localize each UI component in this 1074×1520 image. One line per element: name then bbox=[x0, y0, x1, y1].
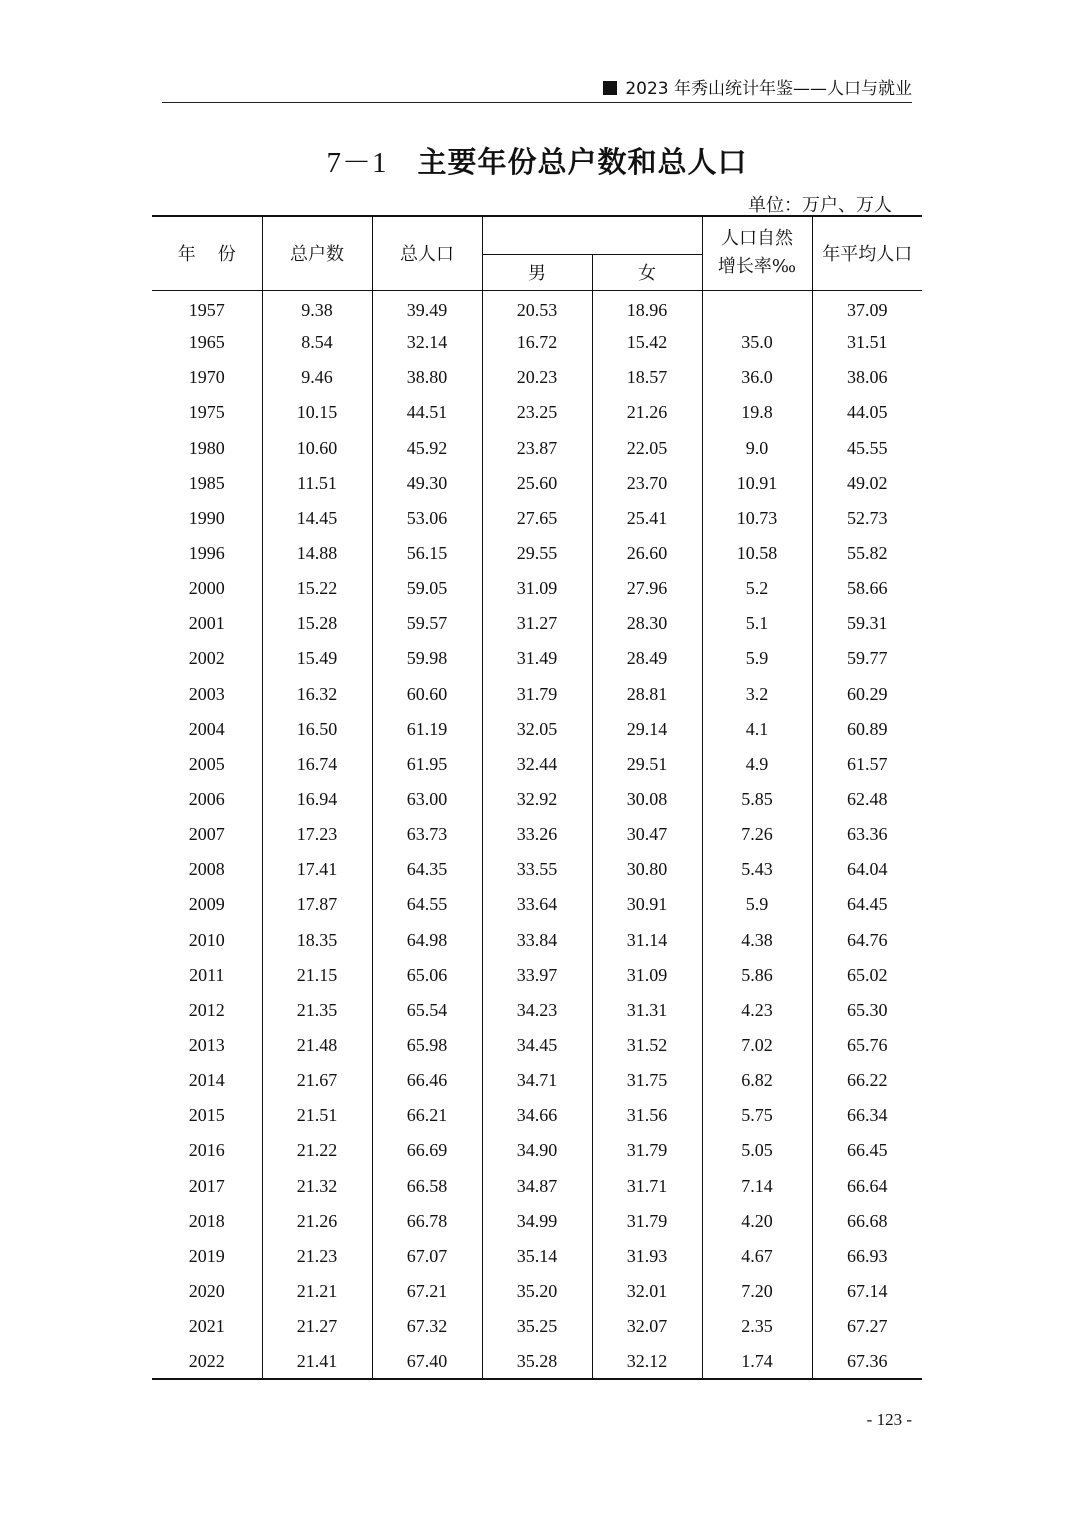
cell-male: 34.90 bbox=[482, 1133, 592, 1168]
cell-year: 2010 bbox=[188, 929, 225, 950]
cell-growth-rate: 4.1 bbox=[702, 712, 812, 747]
table-row bbox=[152, 606, 922, 641]
table-row bbox=[152, 1309, 922, 1344]
cell-growth-rate: 5.43 bbox=[702, 852, 812, 887]
cell-population: 65.54 bbox=[372, 993, 482, 1028]
table-row bbox=[152, 887, 922, 922]
cell-growth-rate: 9.0 bbox=[702, 431, 812, 466]
table-row bbox=[152, 782, 922, 817]
table-row bbox=[152, 571, 922, 606]
cell-households: 21.21 bbox=[262, 1274, 372, 1309]
cell-year: 2011 bbox=[189, 964, 225, 985]
page-title bbox=[0, 140, 1074, 181]
cell-female: 32.12 bbox=[592, 1344, 702, 1379]
table-row bbox=[152, 1133, 922, 1168]
cell-average-population: 64.76 bbox=[812, 923, 922, 958]
cell-year: 2012 bbox=[188, 999, 225, 1020]
cell-growth-rate: 10.73 bbox=[702, 501, 812, 536]
cell-male: 31.49 bbox=[482, 641, 592, 676]
cell-average-population: 38.06 bbox=[812, 360, 922, 395]
cell-year: 2018 bbox=[188, 1210, 225, 1231]
cell-population: 56.15 bbox=[372, 536, 482, 571]
cell-male: 35.28 bbox=[482, 1344, 592, 1379]
cell-female: 31.09 bbox=[592, 958, 702, 993]
cell-growth-rate: 7.14 bbox=[702, 1169, 812, 1204]
table-row bbox=[152, 958, 922, 993]
table-row bbox=[152, 290, 922, 325]
cell-male: 35.14 bbox=[482, 1239, 592, 1274]
cell-female: 18.96 bbox=[592, 290, 702, 325]
table-title: 主要年份总户数和总人口 bbox=[417, 145, 748, 179]
cell-growth-rate: 5.2 bbox=[702, 571, 812, 606]
cell-female: 26.60 bbox=[592, 536, 702, 571]
table-row bbox=[152, 1204, 922, 1239]
cell-female: 30.91 bbox=[592, 887, 702, 922]
cell-growth-rate: 35.0 bbox=[702, 325, 812, 360]
cell-households: 21.23 bbox=[262, 1239, 372, 1274]
cell-growth-rate: 5.9 bbox=[702, 887, 812, 922]
cell-population: 53.06 bbox=[372, 501, 482, 536]
cell-female: 25.41 bbox=[592, 501, 702, 536]
cell-households: 10.15 bbox=[262, 395, 372, 430]
cell-households: 21.26 bbox=[262, 1204, 372, 1239]
cell-year: 2003 bbox=[188, 683, 225, 704]
cell-year: 2020 bbox=[188, 1281, 225, 1301]
cell-growth-rate: 7.02 bbox=[702, 1028, 812, 1063]
cell-male: 34.99 bbox=[482, 1204, 592, 1239]
cell-year: 2001 bbox=[188, 613, 225, 634]
cell-male: 33.26 bbox=[482, 817, 592, 852]
cell-population: 66.69 bbox=[372, 1133, 482, 1168]
cell-households: 18.35 bbox=[262, 923, 372, 958]
cell-year: 2013 bbox=[188, 1035, 225, 1056]
table-header bbox=[152, 216, 922, 290]
cell-average-population: 58.66 bbox=[812, 571, 922, 606]
table-row bbox=[152, 395, 922, 430]
cell-year: 2014 bbox=[188, 1070, 225, 1091]
header-average-population: 年平均人口 bbox=[812, 216, 922, 290]
cell-households: 14.88 bbox=[262, 536, 372, 571]
cell-households: 9.46 bbox=[262, 360, 372, 395]
cell-male: 33.64 bbox=[482, 887, 592, 922]
cell-male: 31.27 bbox=[482, 606, 592, 641]
cell-male: 23.25 bbox=[482, 395, 592, 430]
cell-population: 44.51 bbox=[372, 395, 482, 430]
cell-female: 30.08 bbox=[592, 782, 702, 817]
cell-growth-rate: 5.85 bbox=[702, 782, 812, 817]
header-year: 年 份 bbox=[177, 244, 236, 266]
cell-year: 2005 bbox=[188, 753, 225, 774]
cell-growth-rate: 5.86 bbox=[702, 958, 812, 993]
cell-year: 1980 bbox=[188, 437, 225, 458]
cell-female: 31.52 bbox=[592, 1028, 702, 1063]
cell-population: 39.49 bbox=[372, 290, 482, 325]
cell-households: 8.54 bbox=[262, 325, 372, 360]
cell-male: 20.23 bbox=[482, 360, 592, 395]
population-table bbox=[152, 215, 922, 1380]
cell-population: 32.14 bbox=[372, 325, 482, 360]
cell-population: 67.07 bbox=[372, 1239, 482, 1274]
cell-population: 67.21 bbox=[372, 1274, 482, 1309]
header-population: 总人口 bbox=[372, 216, 482, 290]
cell-households: 21.51 bbox=[262, 1098, 372, 1133]
cell-growth-rate: 7.20 bbox=[702, 1274, 812, 1309]
cell-population: 49.30 bbox=[372, 466, 482, 501]
cell-male: 20.53 bbox=[482, 290, 592, 325]
cell-year: 2022 bbox=[188, 1350, 225, 1371]
cell-average-population: 66.68 bbox=[812, 1204, 922, 1239]
cell-male: 25.60 bbox=[482, 466, 592, 501]
cell-households: 21.15 bbox=[262, 958, 372, 993]
running-header-text: 2023 年秀山统计年鉴——人口与就业 bbox=[625, 79, 912, 99]
cell-households: 14.45 bbox=[262, 501, 372, 536]
cell-population: 67.40 bbox=[372, 1344, 482, 1379]
page-number: - 123 - bbox=[866, 1410, 912, 1429]
cell-households: 16.74 bbox=[262, 747, 372, 782]
cell-female: 30.47 bbox=[592, 817, 702, 852]
cell-households: 21.27 bbox=[262, 1309, 372, 1344]
cell-year: 2015 bbox=[188, 1105, 225, 1126]
cell-average-population: 66.64 bbox=[812, 1169, 922, 1204]
cell-growth-rate: 4.23 bbox=[702, 993, 812, 1028]
cell-households: 21.35 bbox=[262, 993, 372, 1028]
cell-year: 1985 bbox=[188, 472, 225, 493]
table-row bbox=[152, 747, 922, 782]
cell-average-population: 64.45 bbox=[812, 887, 922, 922]
cell-average-population: 66.45 bbox=[812, 1133, 922, 1168]
cell-average-population: 62.48 bbox=[812, 782, 922, 817]
header-gender-group bbox=[482, 216, 702, 254]
cell-growth-rate bbox=[702, 290, 812, 325]
cell-households: 16.32 bbox=[262, 677, 372, 712]
header-female: 女 bbox=[592, 254, 702, 290]
cell-male: 35.25 bbox=[482, 1309, 592, 1344]
cell-population: 65.98 bbox=[372, 1028, 482, 1063]
cell-year: 2017 bbox=[188, 1175, 225, 1196]
table-row bbox=[152, 1169, 922, 1204]
cell-year: 2009 bbox=[188, 894, 225, 915]
cell-year: 2006 bbox=[188, 789, 225, 810]
cell-average-population: 67.36 bbox=[812, 1344, 922, 1379]
cell-female: 31.93 bbox=[592, 1239, 702, 1274]
cell-population: 66.46 bbox=[372, 1063, 482, 1098]
table-row bbox=[152, 817, 922, 852]
cell-male: 34.66 bbox=[482, 1098, 592, 1133]
cell-growth-rate: 4.38 bbox=[702, 923, 812, 958]
cell-average-population: 66.93 bbox=[812, 1239, 922, 1274]
cell-year: 1965 bbox=[188, 332, 225, 353]
table-row bbox=[152, 993, 922, 1028]
cell-population: 59.05 bbox=[372, 571, 482, 606]
cell-average-population: 64.04 bbox=[812, 852, 922, 887]
cell-households: 15.28 bbox=[262, 606, 372, 641]
cell-year: 2021 bbox=[188, 1316, 225, 1337]
cell-female: 29.14 bbox=[592, 712, 702, 747]
cell-average-population: 59.77 bbox=[812, 641, 922, 676]
cell-households: 16.50 bbox=[262, 712, 372, 747]
cell-households: 17.87 bbox=[262, 887, 372, 922]
table-row bbox=[152, 431, 922, 466]
table-row bbox=[152, 712, 922, 747]
cell-female: 28.49 bbox=[592, 641, 702, 676]
cell-male: 16.72 bbox=[482, 325, 592, 360]
cell-male: 32.44 bbox=[482, 747, 592, 782]
table-row bbox=[152, 536, 922, 571]
cell-male: 33.97 bbox=[482, 958, 592, 993]
table-row bbox=[152, 923, 922, 958]
header-households: 总户数 bbox=[262, 216, 372, 290]
cell-female: 31.79 bbox=[592, 1204, 702, 1239]
cell-average-population: 55.82 bbox=[812, 536, 922, 571]
cell-average-population: 67.14 bbox=[812, 1274, 922, 1309]
cell-female: 32.07 bbox=[592, 1309, 702, 1344]
cell-population: 66.21 bbox=[372, 1098, 482, 1133]
cell-households: 15.49 bbox=[262, 641, 372, 676]
cell-male: 33.84 bbox=[482, 923, 592, 958]
cell-female: 23.70 bbox=[592, 466, 702, 501]
cell-male: 31.09 bbox=[482, 571, 592, 606]
cell-households: 21.22 bbox=[262, 1133, 372, 1168]
cell-households: 11.51 bbox=[262, 466, 372, 501]
header-natural-growth-rate: 人口自然 增长率‰ bbox=[702, 216, 812, 290]
cell-average-population: 67.27 bbox=[812, 1309, 922, 1344]
cell-female: 32.01 bbox=[592, 1274, 702, 1309]
cell-average-population: 45.55 bbox=[812, 431, 922, 466]
cell-households: 10.60 bbox=[262, 431, 372, 466]
cell-population: 61.95 bbox=[372, 747, 482, 782]
cell-average-population: 66.22 bbox=[812, 1063, 922, 1098]
table-row bbox=[152, 1344, 922, 1379]
table-row bbox=[152, 466, 922, 501]
cell-population: 63.73 bbox=[372, 817, 482, 852]
cell-male: 31.79 bbox=[482, 677, 592, 712]
cell-households: 21.41 bbox=[262, 1344, 372, 1379]
cell-population: 63.00 bbox=[372, 782, 482, 817]
cell-male: 32.05 bbox=[482, 712, 592, 747]
table-row bbox=[152, 1028, 922, 1063]
cell-year: 2002 bbox=[188, 648, 225, 669]
cell-growth-rate: 4.20 bbox=[702, 1204, 812, 1239]
cell-population: 60.60 bbox=[372, 677, 482, 712]
cell-year: 1990 bbox=[188, 507, 225, 528]
table-row bbox=[152, 1098, 922, 1133]
cell-average-population: 63.36 bbox=[812, 817, 922, 852]
table-row bbox=[152, 1063, 922, 1098]
cell-year: 1970 bbox=[188, 367, 225, 388]
cell-population: 59.57 bbox=[372, 606, 482, 641]
header-male: 男 bbox=[482, 254, 592, 290]
cell-average-population: 52.73 bbox=[812, 501, 922, 536]
cell-year: 1957 bbox=[188, 300, 225, 321]
table-number: 7－1 bbox=[326, 147, 388, 179]
cell-growth-rate: 36.0 bbox=[702, 360, 812, 395]
cell-female: 31.79 bbox=[592, 1133, 702, 1168]
table-row bbox=[152, 501, 922, 536]
table-row bbox=[152, 641, 922, 676]
cell-female: 29.51 bbox=[592, 747, 702, 782]
table-body bbox=[152, 290, 922, 1379]
cell-male: 34.23 bbox=[482, 993, 592, 1028]
cell-households: 21.67 bbox=[262, 1063, 372, 1098]
cell-growth-rate: 10.58 bbox=[702, 536, 812, 571]
cell-households: 16.94 bbox=[262, 782, 372, 817]
cell-male: 32.92 bbox=[482, 782, 592, 817]
cell-households: 9.38 bbox=[262, 290, 372, 325]
cell-population: 67.32 bbox=[372, 1309, 482, 1344]
cell-households: 21.48 bbox=[262, 1028, 372, 1063]
cell-year: 1975 bbox=[188, 402, 225, 423]
cell-growth-rate: 6.82 bbox=[702, 1063, 812, 1098]
cell-female: 31.75 bbox=[592, 1063, 702, 1098]
cell-year: 2019 bbox=[188, 1245, 225, 1266]
cell-female: 31.56 bbox=[592, 1098, 702, 1133]
cell-year: 1996 bbox=[188, 543, 225, 564]
black-square-icon bbox=[603, 81, 617, 95]
cell-population: 45.92 bbox=[372, 431, 482, 466]
cell-male: 34.45 bbox=[482, 1028, 592, 1063]
cell-households: 15.22 bbox=[262, 571, 372, 606]
cell-male: 33.55 bbox=[482, 852, 592, 887]
cell-population: 64.35 bbox=[372, 852, 482, 887]
cell-growth-rate: 5.9 bbox=[702, 641, 812, 676]
table-row bbox=[152, 852, 922, 887]
cell-female: 28.30 bbox=[592, 606, 702, 641]
cell-households: 21.32 bbox=[262, 1169, 372, 1204]
cell-year: 2016 bbox=[188, 1140, 225, 1161]
cell-growth-rate: 4.67 bbox=[702, 1239, 812, 1274]
cell-growth-rate: 2.35 bbox=[702, 1309, 812, 1344]
cell-female: 15.42 bbox=[592, 325, 702, 360]
cell-female: 31.71 bbox=[592, 1169, 702, 1204]
cell-average-population: 37.09 bbox=[812, 290, 922, 325]
cell-year: 2007 bbox=[188, 824, 225, 845]
cell-population: 66.58 bbox=[372, 1169, 482, 1204]
cell-population: 61.19 bbox=[372, 712, 482, 747]
cell-average-population: 65.76 bbox=[812, 1028, 922, 1063]
cell-male: 23.87 bbox=[482, 431, 592, 466]
cell-female: 30.80 bbox=[592, 852, 702, 887]
cell-population: 64.55 bbox=[372, 887, 482, 922]
cell-average-population: 44.05 bbox=[812, 395, 922, 430]
table-row bbox=[152, 1239, 922, 1274]
cell-average-population: 59.31 bbox=[812, 606, 922, 641]
table-row bbox=[152, 325, 922, 360]
cell-male: 34.87 bbox=[482, 1169, 592, 1204]
cell-growth-rate: 10.91 bbox=[702, 466, 812, 501]
cell-average-population: 65.30 bbox=[812, 993, 922, 1028]
table-row bbox=[152, 1274, 922, 1309]
cell-average-population: 49.02 bbox=[812, 466, 922, 501]
cell-growth-rate: 19.8 bbox=[702, 395, 812, 430]
cell-female: 22.05 bbox=[592, 431, 702, 466]
cell-households: 17.23 bbox=[262, 817, 372, 852]
cell-female: 27.96 bbox=[592, 571, 702, 606]
cell-male: 34.71 bbox=[482, 1063, 592, 1098]
cell-average-population: 60.29 bbox=[812, 677, 922, 712]
table-row bbox=[152, 677, 922, 712]
cell-population: 38.80 bbox=[372, 360, 482, 395]
cell-male: 29.55 bbox=[482, 536, 592, 571]
table-row bbox=[152, 360, 922, 395]
cell-female: 28.81 bbox=[592, 677, 702, 712]
cell-year: 2008 bbox=[188, 859, 225, 880]
cell-population: 66.78 bbox=[372, 1204, 482, 1239]
cell-female: 18.57 bbox=[592, 360, 702, 395]
cell-average-population: 31.51 bbox=[812, 325, 922, 360]
cell-population: 64.98 bbox=[372, 923, 482, 958]
cell-population: 59.98 bbox=[372, 641, 482, 676]
cell-growth-rate: 5.75 bbox=[702, 1098, 812, 1133]
cell-female: 31.14 bbox=[592, 923, 702, 958]
cell-female: 21.26 bbox=[592, 395, 702, 430]
cell-male: 35.20 bbox=[482, 1274, 592, 1309]
cell-average-population: 61.57 bbox=[812, 747, 922, 782]
running-header bbox=[162, 76, 912, 103]
cell-growth-rate: 5.1 bbox=[702, 606, 812, 641]
cell-growth-rate: 1.74 bbox=[702, 1344, 812, 1379]
cell-population: 65.06 bbox=[372, 958, 482, 993]
cell-growth-rate: 5.05 bbox=[702, 1133, 812, 1168]
cell-average-population: 66.34 bbox=[812, 1098, 922, 1133]
cell-average-population: 65.02 bbox=[812, 958, 922, 993]
unit-note: 单位：万户、万人 bbox=[748, 195, 892, 216]
cell-male: 27.65 bbox=[482, 501, 592, 536]
cell-households: 17.41 bbox=[262, 852, 372, 887]
cell-growth-rate: 3.2 bbox=[702, 677, 812, 712]
cell-growth-rate: 4.9 bbox=[702, 747, 812, 782]
cell-year: 2004 bbox=[188, 718, 225, 739]
cell-female: 31.31 bbox=[592, 993, 702, 1028]
cell-growth-rate: 7.26 bbox=[702, 817, 812, 852]
cell-average-population: 60.89 bbox=[812, 712, 922, 747]
cell-year: 2000 bbox=[188, 578, 225, 599]
